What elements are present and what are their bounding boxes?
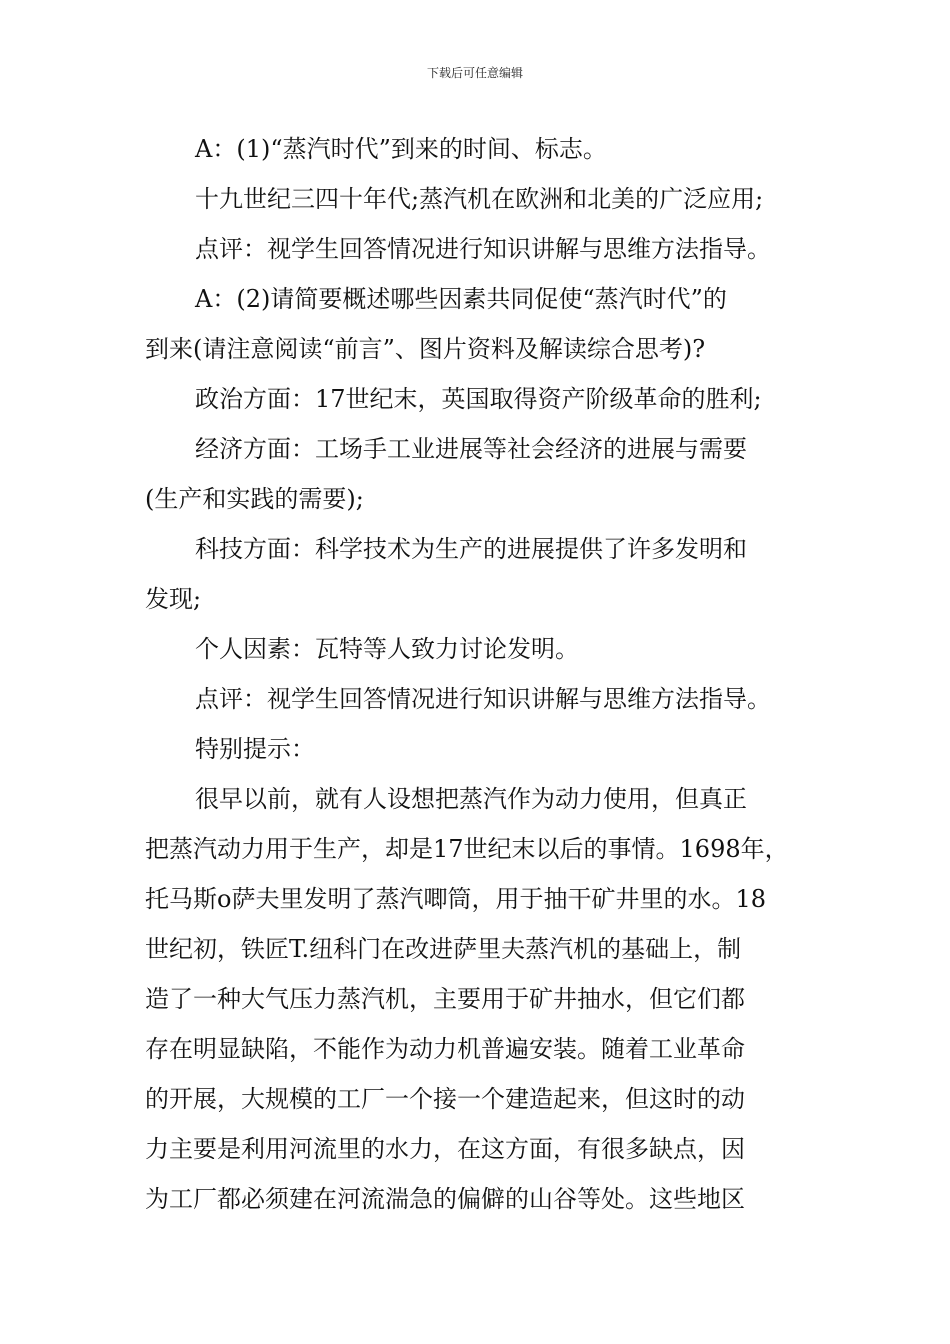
text-line: 经济方面：工场手工业进展等社会经济的进展与需要 — [195, 435, 747, 463]
text-line: 十九世纪三四十年代;蒸汽机在欧洲和北美的广泛应用; — [195, 185, 764, 213]
text-line: 科技方面：科学技术为生产的进展提供了许多发明和 — [195, 535, 747, 563]
text-line: 为工厂都必须建在河流湍急的偏僻的山谷等处。这些地区 — [145, 1185, 745, 1213]
text-line: 托马斯o萨夫里发明了蒸汽唧筒，用于抽干矿井里的水。18 — [145, 885, 766, 913]
text-line: 点评：视学生回答情况进行知识讲解与思维方法指导。 — [195, 685, 771, 713]
text-line: A：(1)“蒸汽时代”到来的时间、标志。 — [195, 135, 607, 163]
page-header: 下载后可任意编辑 — [426, 66, 523, 80]
text-line: 把蒸汽动力用于生产，却是17世纪末以后的事情。1698年， — [145, 835, 789, 863]
text-line: A：(2)请简要概述哪些因素共同促使“蒸汽时代”的 — [195, 285, 727, 313]
text-line: 发现; — [145, 585, 202, 613]
text-line: 很早以前，就有人设想把蒸汽作为动力使用，但真正 — [195, 785, 747, 813]
text-line: 的开展，大规模的工厂一个接一个建造起来，但这时的动 — [145, 1085, 745, 1113]
document-body — [145, 124, 810, 1224]
text-line: 点评：视学生回答情况进行知识讲解与思维方法指导。 — [195, 235, 771, 263]
text-line: 世纪初，铁匠T.纽科门在改进萨里夫蒸汽机的基础上，制 — [145, 935, 742, 963]
text-line: 力主要是利用河流里的水力，在这方面，有很多缺点，因 — [145, 1135, 745, 1163]
text-line: 到来(请注意阅读“前言”、图片资料及解读综合思考)? — [145, 335, 706, 363]
text-line: 造了一种大气压力蒸汽机，主要用于矿井抽水，但它们都 — [145, 985, 745, 1013]
text-line: 特别提示： — [195, 735, 315, 763]
text-line: 存在明显缺陷，不能作为动力机普遍安装。随着工业革命 — [145, 1035, 745, 1063]
text-line: 政治方面：17世纪末，英国取得资产阶级革命的胜利; — [195, 385, 762, 413]
text-line: (生产和实践的需要); — [145, 485, 364, 513]
text-line: 个人因素：瓦特等人致力讨论发明。 — [195, 635, 579, 663]
